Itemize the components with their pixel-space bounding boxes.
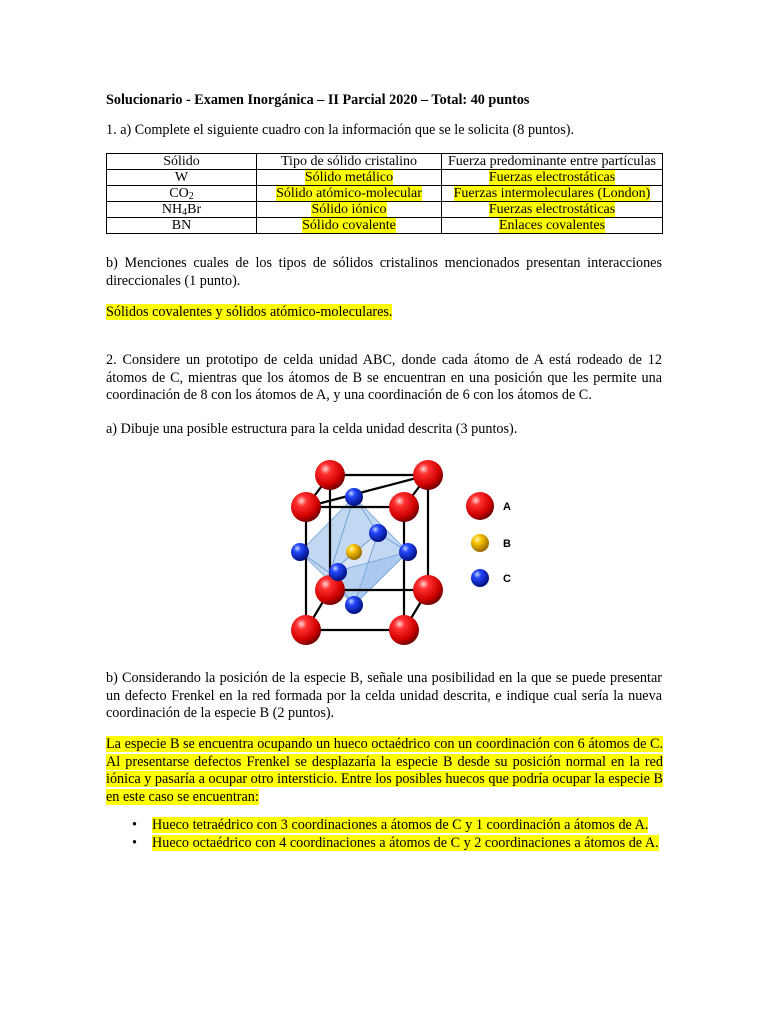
cell-type [257, 170, 442, 186]
header-force: Fuerza predominante entre partículas [442, 154, 663, 170]
legend-atom-c [471, 569, 489, 587]
cell-force [442, 170, 663, 186]
answer-highlight: Sólidos covalentes y sólidos atómico-moleculares. [106, 304, 393, 320]
unit-cell-drawing [258, 455, 538, 655]
cell-force [442, 202, 663, 218]
atom-c [329, 563, 347, 581]
atom-c [345, 488, 363, 506]
question-1b-prompt: b) Menciones cuales de los tipos de sólidos cristalinos mencionados presentan interacciones direccionales (1 punto). [106, 255, 662, 289]
table-row [107, 170, 663, 186]
cell-force [442, 218, 663, 234]
solid-formula-main: NH [161, 202, 183, 217]
header-type: Tipo de sólido cristalino [257, 154, 442, 170]
question-1b-answer [106, 304, 662, 322]
atom-a [291, 615, 321, 645]
cell-solid [107, 218, 257, 234]
solid-type-answer: Sólido iónico [311, 202, 387, 217]
legend-label-a: A [503, 501, 511, 513]
solid-type-answer: Sólido metálico [304, 170, 394, 185]
question-2-prompt: 2. Considere un prototipo de celda unidad ABC, donde cada átomo de A está rodeado de 12 átomos de C, mientras que los átomos de B se encuentran en una posición que les permite una coordinación de 8 con los átomos de A, y una coordinación de 6 con los átomos de C. [106, 352, 662, 403]
cell-type [257, 218, 442, 234]
atom-c [399, 543, 417, 561]
force-answer: Fuerzas electrostáticas [488, 170, 616, 185]
solid-type-answer: Sólido atómico-molecular [276, 186, 422, 201]
solid-formula-tail: Br [187, 202, 202, 217]
solids-table [106, 153, 663, 234]
force-answer: Fuerzas electrostáticas [488, 202, 616, 217]
atom-c [345, 596, 363, 614]
atom-a [413, 575, 443, 605]
legend-label-b: B [503, 538, 511, 550]
table-row [107, 218, 663, 234]
atom-a [389, 615, 419, 645]
cell-solid [107, 202, 257, 218]
table-header-row [107, 154, 663, 170]
header-solid: Sólido [107, 154, 257, 170]
force-answer: Enlaces covalentes [498, 218, 606, 233]
force-answer: Fuerzas intermoleculares (London) [453, 186, 651, 201]
solid-formula-subscript: 4 [182, 207, 188, 218]
solid-formula-main: W [174, 170, 189, 185]
answer-highlight: La especie B se encuentra ocupando un hueco octaédrico con un coordinación con 6 átomos de C. Al presentarse defectos Frenkel se desplazaría la especie B desde su posición normal en la red iónica y pasaría a ocupar otro intersticio. Entre los posibles huecos que podría ocupar la especie B en este caso se encuentran: [106, 736, 663, 805]
question-2a-prompt: a) Dibuje una posible estructura para la celda unidad descrita (3 puntos). [106, 421, 518, 437]
list-item [106, 816, 706, 834]
bullet-text: Hueco tetraédrico con 3 coordinaciones a átomos de C y 1 coordinación a átomos de A. [152, 817, 649, 833]
solid-formula-main: BN [171, 218, 192, 233]
atom-c [291, 543, 309, 561]
atom-a [413, 460, 443, 490]
legend-atom-b [471, 534, 489, 552]
unit-cell-figure [258, 455, 538, 655]
list-item [106, 834, 706, 852]
bullet-icon: • [132, 835, 137, 851]
atom-a [291, 492, 321, 522]
legend-atom-a [466, 492, 494, 520]
question-2b-prompt: b) Considerando la posición de la especie B, señale una posibilidad en la que se puede presentar un defecto Frenkel en la red formada por la celda unidad descrita, e indique cual sería la nueva coordinación de la especie B (2 puntos). [106, 670, 662, 721]
bullet-icon: • [132, 817, 137, 833]
solid-formula-main: CO [169, 186, 189, 201]
legend [466, 492, 511, 587]
answer-bullet-list [106, 816, 706, 852]
question-1a-prompt: 1. a) Complete el siguiente cuadro con la información que se le solicita (8 puntos). [106, 122, 575, 138]
atom-a [315, 460, 345, 490]
table-row [107, 202, 663, 218]
cell-type [257, 186, 442, 202]
legend-label-c: C [503, 573, 511, 585]
atom-b [346, 544, 362, 560]
bullet-text: Hueco octaédrico con 4 coordinaciones a átomos de C y 2 coordinaciones a átomos de A. [152, 835, 659, 851]
cell-solid [107, 170, 257, 186]
table-row [107, 186, 663, 202]
atom-c [369, 524, 387, 542]
document-title: Solucionario - Examen Inorgánica – II Parcial 2020 – Total: 40 puntos [106, 92, 530, 108]
solid-type-answer: Sólido covalente [302, 218, 396, 233]
cell-solid [107, 186, 257, 202]
question-2b-answer [106, 736, 663, 806]
atom-a [389, 492, 419, 522]
cell-force [442, 186, 663, 202]
solid-formula-subscript: 2 [188, 191, 194, 202]
cell-type [257, 202, 442, 218]
